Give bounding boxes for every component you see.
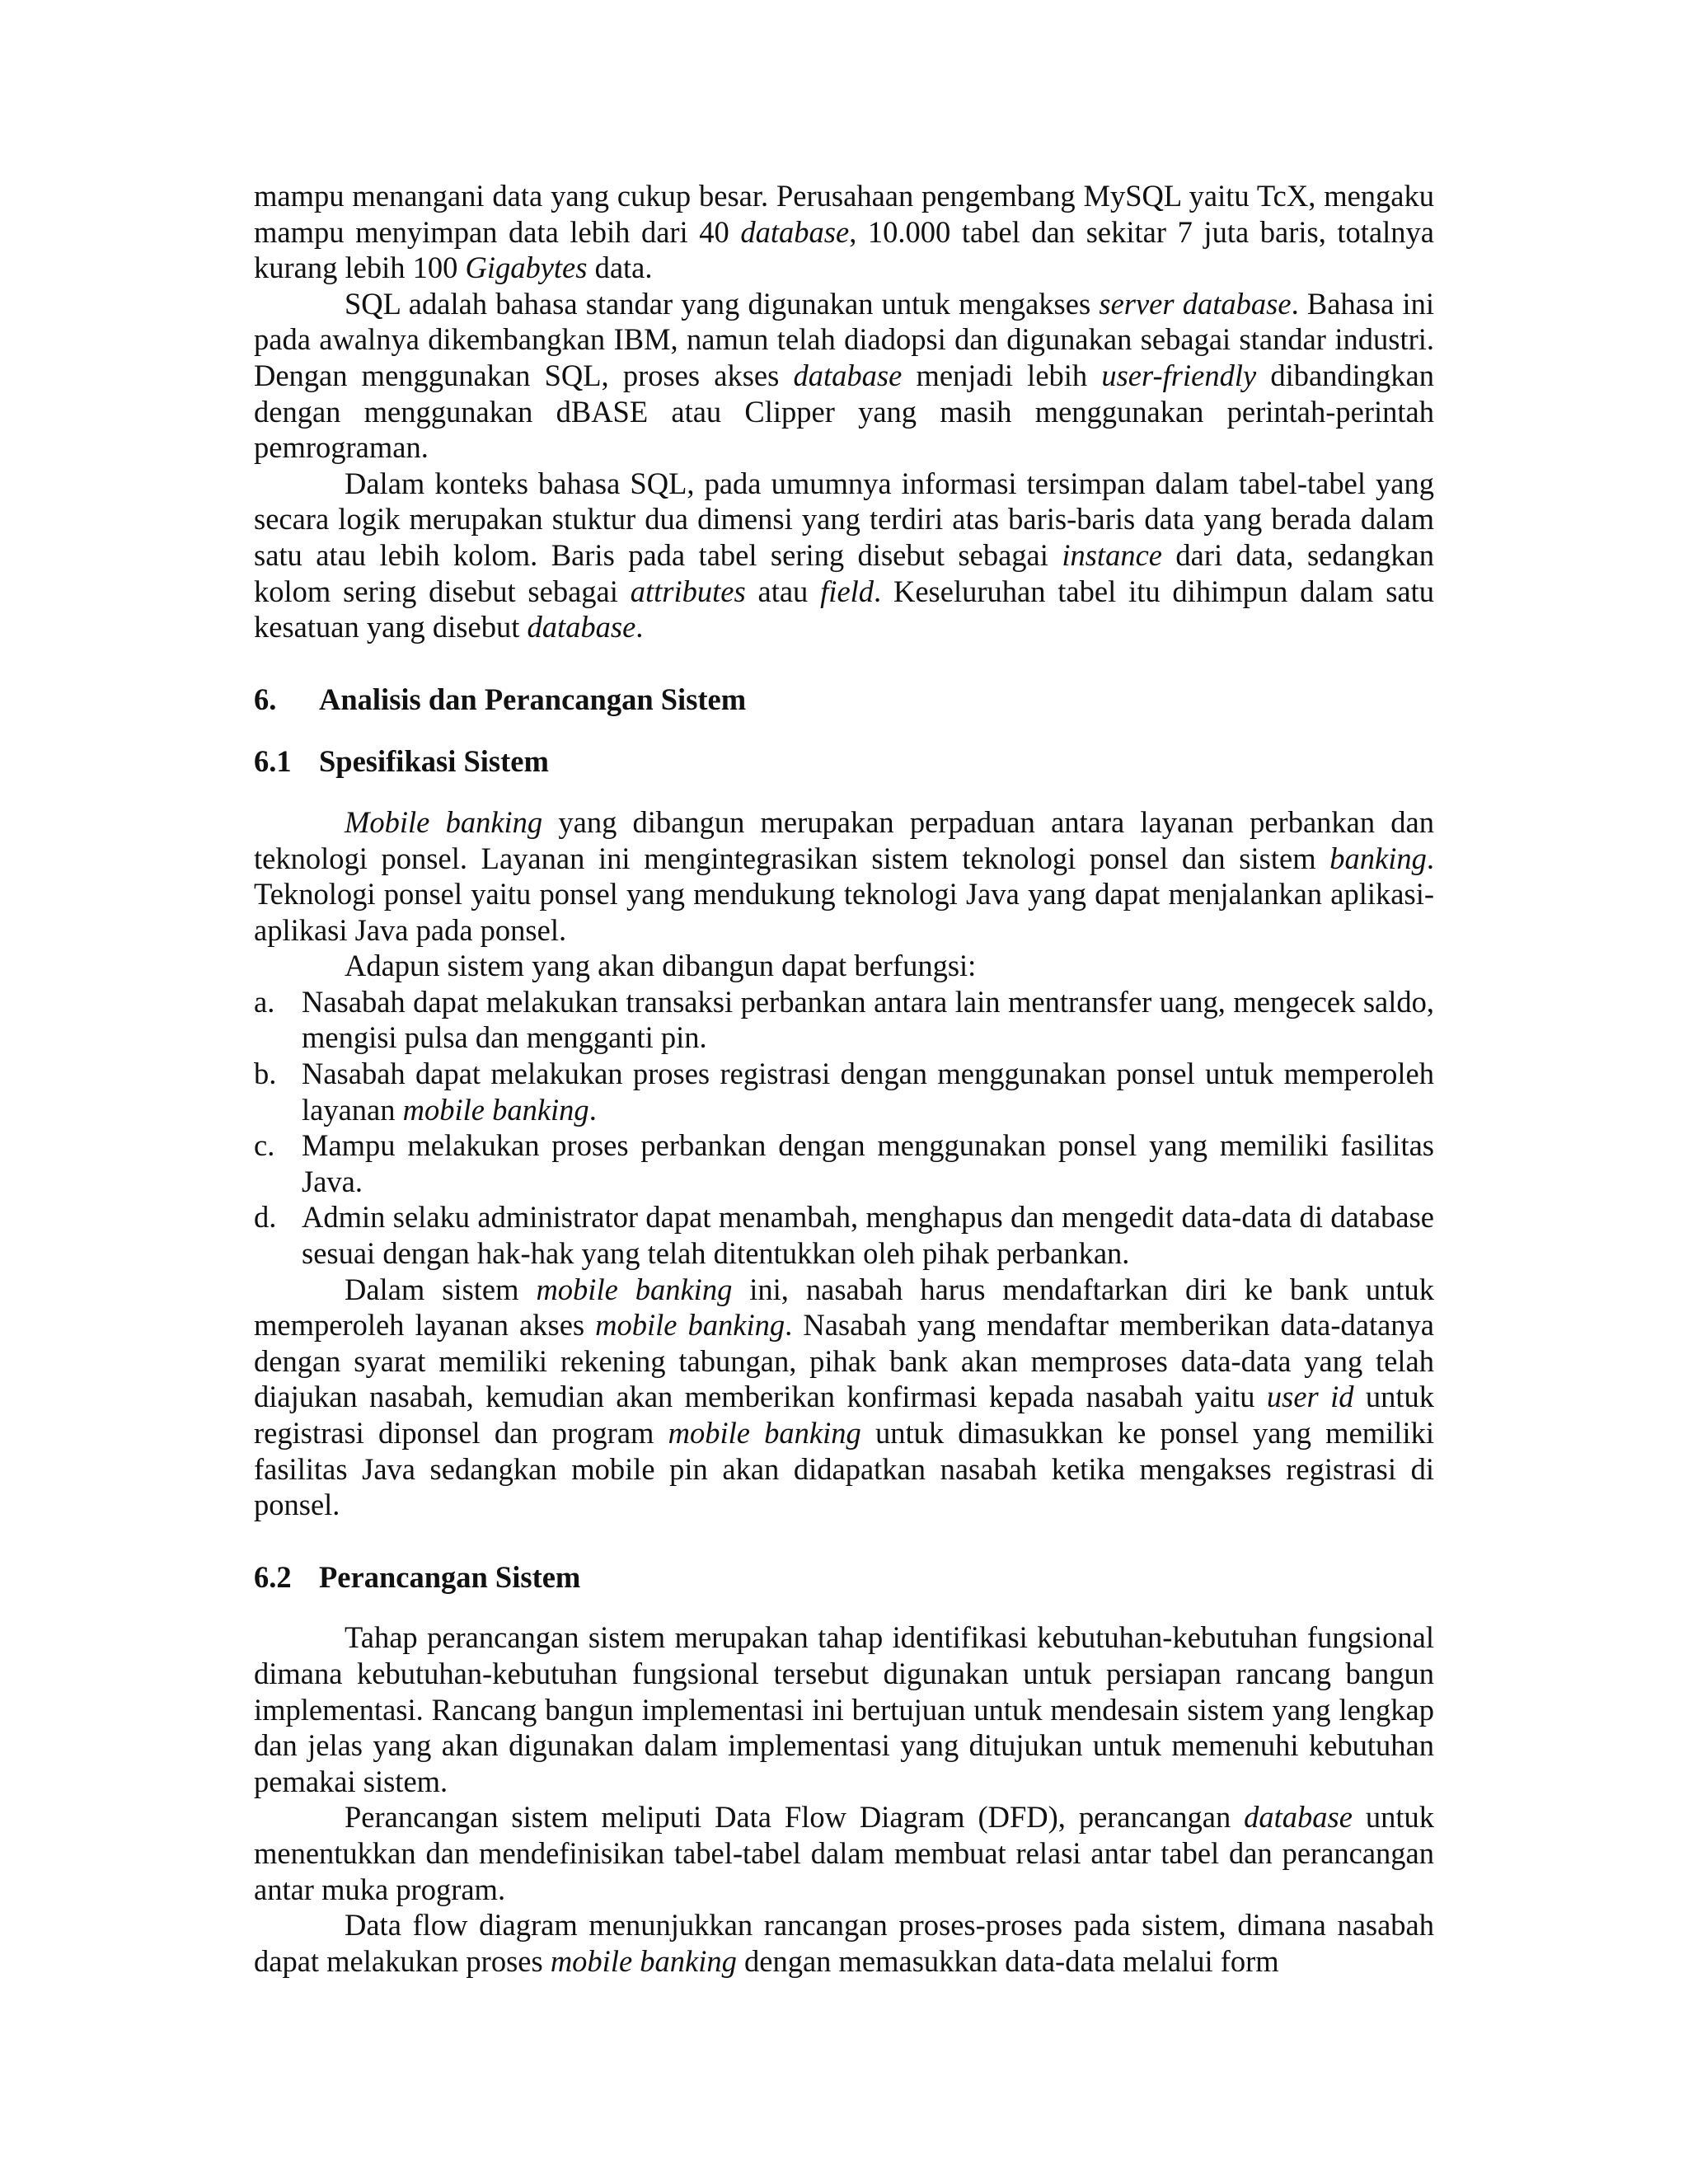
paragraph-mobile-banking: Mobile banking yang dibangun merupakan perpaduan antara layanan perbankan dan teknologi ponsel. Layanan ini mengintegrasikan sistem teknologi ponsel dan sistem banking. Teknologi ponsel yaitu ponsel yang mendukung teknologi Java yang dapat menjalankan aplikasi-aplikasi Java pada ponsel. bbox=[254, 804, 1434, 947]
section-heading-6-1 bbox=[254, 743, 1434, 780]
italic-term: user-friendly bbox=[1101, 358, 1257, 392]
section-number: 6.2 bbox=[254, 1559, 292, 1594]
italic-term: database bbox=[740, 214, 850, 249]
section-heading-6 bbox=[254, 682, 1434, 718]
italic-term: mobile banking bbox=[550, 1943, 737, 1978]
list-marker: d. bbox=[254, 1200, 277, 1235]
italic-term: database bbox=[1244, 1800, 1353, 1835]
paragraph-sql-definition: SQL adalah bahasa standar yang digunakan untuk mengakses server database. Bahasa ini pada awalnya dikembangkan IBM, namun telah diadopsi dan digunakan sebagai standar industri. Dengan menggunakan SQL, proses akses database menjadi lebih user-friendly dibandingkan dengan menggunakan dBASE atau Clipper yang masih menggunakan perintah-perintah pemrograman. bbox=[254, 286, 1435, 465]
paragraph-sql-context: Dalam konteks bahasa SQL, pada umumnya informasi tersimpan dalam tabel-tabel yang secara logik merupakan stuktur dua dimensi yang terdiri atas baris-baris data yang berada dalam satu atau lebih kolom. Baris pada tabel sering disebut sebagai instance dari data, sedangkan kolom sering disebut sebagai attributes atau field. Keseluruhan tabel itu dihimpun dalam satu kesatuan yang disebut database. bbox=[254, 466, 1435, 644]
section-number: 6.1 bbox=[254, 744, 292, 779]
list-item bbox=[254, 1127, 1434, 1199]
list-item-text: Mampu melakukan proses perbankan dengan menggunakan ponsel yang memiliki fasilitas Java. bbox=[302, 1128, 1434, 1198]
list-item-text: Nasabah dapat melakukan proses registrasi dengan menggunakan ponsel untuk memperoleh layanan mobile banking. bbox=[302, 1057, 1434, 1127]
italic-term: database bbox=[793, 358, 903, 392]
italic-term: user id bbox=[1266, 1380, 1354, 1414]
function-list bbox=[254, 984, 1434, 1272]
list-item bbox=[254, 984, 1434, 1056]
paragraph-data-flow: Data flow diagram menunjukkan rancangan proses-proses pada sistem, dimana nasabah dapat melakukan proses mobile banking dengan memasukkan data-data melalui form bbox=[254, 1908, 1434, 1978]
italic-term: Gigabytes bbox=[465, 251, 588, 285]
section-number: 6. bbox=[254, 682, 277, 716]
list-marker: b. bbox=[254, 1057, 277, 1091]
italic-term: banking bbox=[1329, 841, 1427, 875]
paragraph-registration: Dalam sistem mobile banking ini, nasabah harus mendaftarkan diri ke bank untuk memperoleh layanan akses mobile banking. Nasabah yang mendaftar memberikan data-datanya dengan syarat memiliki rekening tabungan, pihak bank akan memproses data-data yang telah diajukan nasabah, kemudian akan memberikan konfirmasi kepada nasabah yaitu user id untuk registrasi diponsel dan program mobile banking untuk dimasukkan ke ponsel yang memiliki fasilitas Java sedangkan mobile pin akan didapatkan nasabah ketika mengakses registrasi di ponsel. bbox=[254, 1272, 1434, 1522]
paragraph-design-stage: Tahap perancangan sistem merupakan tahap identifikasi kebutuhan-kebutuhan fungsional dimana kebutuhan-kebutuhan fungsional tersebut digunakan untuk persiapan rancang bangun implementasi. Rancang bangun implementasi ini bertujuan untuk mendesain sistem yang lengkap dan jelas yang akan digunakan dalam implementasi yang ditujukan untuk memenuhi kebutuhan pemakai sistem. bbox=[254, 1620, 1434, 1798]
italic-term: database bbox=[527, 610, 636, 644]
list-marker: a. bbox=[254, 984, 275, 1019]
italic-term: mobile banking bbox=[668, 1416, 861, 1450]
italic-term: attributes bbox=[630, 574, 746, 608]
document-page bbox=[254, 178, 1434, 1979]
section-title: Spesifikasi Sistem bbox=[319, 744, 549, 779]
section-title: Perancangan Sistem bbox=[319, 1559, 581, 1594]
italic-term: mobile banking bbox=[536, 1272, 733, 1306]
italic-term: instance bbox=[1062, 537, 1162, 572]
list-item bbox=[254, 1199, 1434, 1271]
paragraph-design-scope: Perancangan sistem meliputi Data Flow Diagram (DFD), perancangan database untuk menentukkan dan mendefinisikan tabel-tabel dalam membuat relasi antar tabel dan perancangan antar muka program. bbox=[254, 1800, 1434, 1906]
list-item-text: Nasabah dapat melakukan transaksi perbankan antara lain mentransfer uang, mengecek saldo, mengisi pulsa dan mengganti pin. bbox=[302, 984, 1434, 1055]
section-heading-6-2 bbox=[254, 1559, 1434, 1596]
italic-term: field bbox=[820, 574, 874, 608]
paragraph-mysql-capacity: mampu menangani data yang cukup besar. Perusahaan pengembang MySQL yaitu TcX, mengaku mampu menyimpan data lebih dari 40 database, 10.000 tabel dan sekitar 7 juta baris, totalnya kurang lebih 100 Gigabytes data. bbox=[254, 179, 1434, 285]
section-title: Analisis dan Perancangan Sistem bbox=[319, 682, 747, 716]
italic-term: server database bbox=[1099, 286, 1292, 321]
italic-term: Mobile banking bbox=[345, 804, 543, 839]
italic-term: mobile banking bbox=[595, 1308, 785, 1343]
list-marker: c. bbox=[254, 1128, 275, 1163]
list-item-text: Admin selaku administrator dapat menambah, menghapus dan mengedit data-data di database sesuai dengan hak-hak yang telah ditentukkan oleh pihak perbankan. bbox=[302, 1200, 1434, 1271]
list-item bbox=[254, 1056, 1434, 1127]
italic-term: mobile banking bbox=[402, 1092, 589, 1127]
paragraph-functions-intro: Adapun sistem yang akan dibangun dapat berfungsi: bbox=[345, 949, 977, 983]
